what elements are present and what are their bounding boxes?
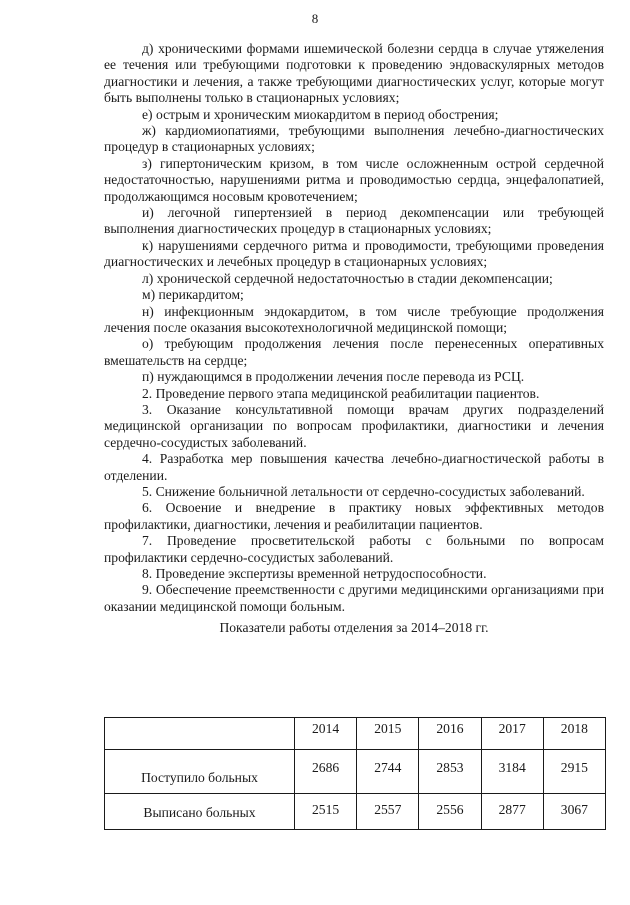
document-body — [104, 41, 604, 648]
paragraph: и) легочной гипертензией в период декомпенсации или требующей выполнения диагностических процедур в стационарных условиях; — [104, 205, 604, 237]
year-header: 2014 — [295, 718, 357, 750]
table-header-row — [105, 718, 606, 750]
paragraph: е) острым и хроническим миокардитом в период обострения; — [142, 106, 499, 122]
table-corner-cell — [105, 718, 295, 750]
table-cell: 3184 — [481, 750, 543, 794]
paragraph: л) хронической сердечной недостаточностью в стадии декомпенсации; — [142, 270, 553, 286]
row-label: Поступило больных — [105, 750, 295, 794]
table-caption: Показатели работы отделения за 2014–2018 гг. — [219, 620, 489, 636]
paragraph: д) хроническими формами ишемической болезни сердца в случае утяжеления ее течения или требующими подготовки к проведению эндоваскулярных методов диагностики и лечения, а также требующими диагностических услуг, которые могут быть выполнены только в стационарных условиях; — [104, 41, 604, 106]
paragraph: о) требующим продолжения лечения после перенесенных оперативных вмешательств на сердце; — [104, 336, 604, 368]
table-row — [105, 750, 606, 794]
paragraph: 2. Проведение первого этапа медицинской реабилитации пациентов. — [142, 385, 540, 401]
table-cell: 3067 — [543, 794, 605, 830]
paragraph: п) нуждающимся в продолжении лечения после перевода из РСЦ. — [142, 369, 525, 385]
statistics-table — [104, 717, 606, 830]
paragraph: 9. Обеспечение преемственности с другими медицинскими организациями при оказании медицинской помощи больным. — [104, 582, 604, 614]
table-cell: 2853 — [419, 750, 481, 794]
paragraph: н) инфекционным эндокардитом, в том числе требующие продолжения лечения после оказания высокотехнологичной медицинской помощи; — [104, 303, 604, 335]
paragraph: 8. Проведение экспертизы временной нетрудоспособности. — [142, 566, 487, 581]
paragraph: 6. Освоение и внедрение в практику новых эффективных методов профилактики, диагностики, лечения и реабилитации пациентов. — [104, 500, 604, 532]
year-header: 2016 — [419, 718, 481, 750]
table-cell: 2915 — [543, 750, 605, 794]
paragraph: к) нарушениями сердечного ритма и проводимости, требующими проведения диагностических и лечебных процедур в стационарных условиях; — [104, 237, 604, 270]
paragraph: 7. Проведение просветительской работы с больными по вопросам профилактики сердечно-сосудистых заболеваний. — [104, 533, 604, 565]
table-cell: 2686 — [295, 750, 357, 794]
table-row — [105, 794, 606, 830]
table-cell: 2556 — [419, 794, 481, 830]
row-label: Выписано больных — [105, 794, 295, 830]
paragraph: з) гипертоническим кризом, в том числе осложненным острой сердечной недостаточностью, нарушениями ритма и проводимостью сердца, энцефалопатией, продолжающимся носовым кровотечением; — [104, 155, 604, 204]
paragraph: м) перикардитом; — [142, 287, 244, 303]
table-cell: 2557 — [357, 794, 419, 830]
year-header: 2017 — [481, 718, 543, 750]
year-header: 2018 — [543, 718, 605, 750]
table-cell: 2515 — [295, 794, 357, 830]
table-cell: 2877 — [481, 794, 543, 830]
table-cell: 2744 — [357, 750, 419, 794]
paragraph: 5. Снижение больничной летальности от сердечно-сосудистых заболеваний. — [142, 483, 585, 499]
paragraph: ж) кардиомиопатиями, требующими выполнения лечебно-диагностических процедур в стационарных условиях; — [104, 123, 604, 155]
page-number: 8 — [311, 11, 319, 26]
year-header: 2015 — [357, 718, 419, 750]
paragraph: 3. Оказание консультативной помощи врачам других подразделений медицинской организации по вопросам профилактики, диагностики и лечения сердечно-сосудистых заболеваний. — [104, 401, 604, 450]
paragraph: 4. Разработка мер повышения качества лечебно-диагностической работы в отделении. — [104, 451, 604, 483]
